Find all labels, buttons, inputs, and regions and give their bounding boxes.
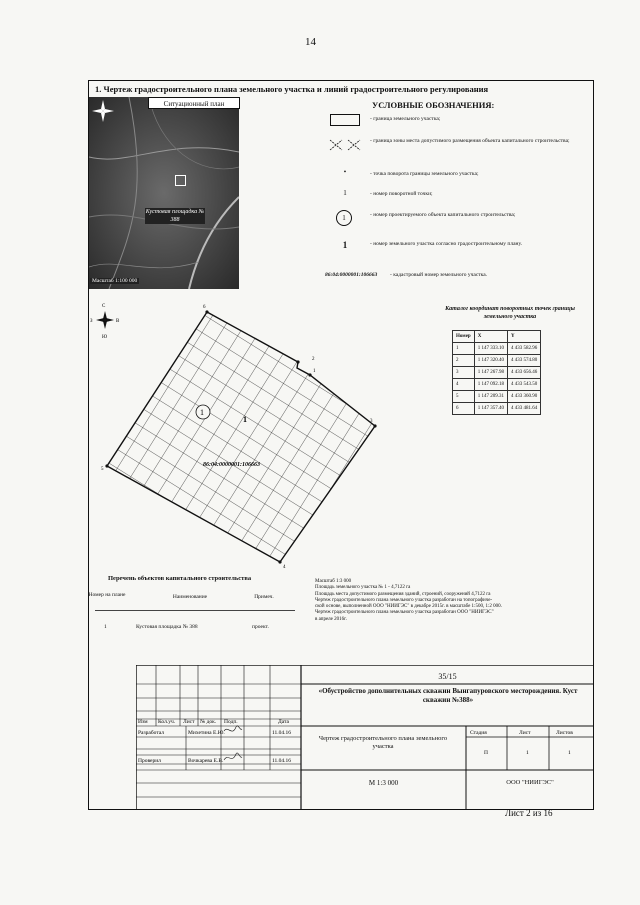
legend-item-5: - номер земельного участка согласно градостроительному плану. (370, 241, 523, 247)
catalog-cell: 4 433 481.64 (507, 403, 540, 415)
catalog-table (452, 330, 541, 415)
catalog-header: Номер (453, 331, 475, 343)
table-row (453, 343, 541, 355)
stamp-name: Михетина Е.Ю. (188, 730, 225, 736)
table-row (453, 367, 541, 379)
table-row (453, 379, 541, 391)
compass-icon (92, 100, 114, 122)
compass-n: С (102, 304, 106, 309)
catalog-cell: 3 (453, 367, 475, 379)
stamp-col-header: Дата (278, 719, 289, 725)
objects-row-note: проект. (252, 624, 269, 630)
stamp-scale: М 1:3 000 (368, 779, 399, 787)
legend-point-number-icon: 1 (343, 189, 347, 197)
notes-block (315, 579, 575, 623)
parcel-plan (90, 300, 380, 570)
legend-parcel-number-icon: 1 (342, 240, 348, 250)
note-line: Чертеж градостроительного плана земельного участка разработан на топографиче- (315, 597, 493, 603)
objects-divider (95, 610, 295, 611)
catalog-cell: 6 (453, 403, 475, 415)
table-row (453, 403, 541, 415)
situation-site-label: Кустовая площадка № 388 (145, 209, 205, 223)
stamp-date: 11.04.16 (272, 758, 292, 764)
stamp-col-header: Подп. (224, 719, 238, 725)
object-number: 1 (200, 408, 204, 417)
stamp-doc-title: Чертеж градостроительного плана земельного участка (318, 735, 448, 750)
legend-zone-icon (328, 138, 362, 152)
stamp-stage-value: 1 (568, 750, 571, 756)
note-line: Чертеж градостроительного плана земельного участка разработан ООО "НИИГЭС" (315, 610, 494, 616)
catalog-cell: 4 433 543.50 (507, 379, 540, 391)
catalog-cell: 1 147 357.40 (474, 403, 507, 415)
signature-icon (224, 726, 242, 731)
catalog-cell: 4 433 574.80 (507, 355, 540, 367)
catalog-cell: 1 147 267.98 (474, 367, 507, 379)
compass-w: З (90, 319, 93, 324)
stamp-stage-header: Стадия (470, 730, 487, 736)
catalog-cell: 1 147 320.40 (474, 355, 507, 367)
catalog-header: X (474, 331, 507, 343)
legend-item-0: - граница земельного участка; (370, 116, 441, 122)
note-line: ской основе, выполненной ООО "НИИГЭС" в декабре 2015г. в масштабе 1:500, 1:2 000. (315, 604, 502, 610)
situation-map-label: Ситуационный план (148, 97, 240, 109)
situation-map (89, 97, 239, 289)
stamp-org: ООО "НИИГЭС" (506, 779, 554, 786)
point-label: 4 (283, 565, 286, 570)
objects-header-number: Номер на плане (88, 592, 126, 598)
catalog-cell: 1 147 333.10 (474, 343, 507, 355)
legend-cadastral-desc: - кадастровый номер земельного участка. (390, 272, 488, 278)
objects-header-note: Примеч. (254, 594, 274, 600)
legend-item-1: - граница зоны места допустимого размещения объекта капитального строительства; (370, 138, 570, 144)
catalog-cell: 4 (453, 379, 475, 391)
sheet-footer: Лист 2 из 16 (505, 808, 553, 818)
signature-icon (224, 753, 242, 760)
catalog-cell: 2 (453, 355, 475, 367)
plan-cadastral-number: 86:04:0000001:106663 (203, 462, 260, 468)
point-label: 3 (370, 419, 373, 424)
point-label: 2 (312, 357, 315, 362)
compass-icon (96, 311, 114, 329)
catalog-cell: 4 433 360.90 (507, 391, 540, 403)
catalog-cell: 1 147 209.31 (474, 391, 507, 403)
stamp-role: Проверил (138, 758, 161, 764)
table-row (453, 391, 541, 403)
stamp-stage-header: Листов (556, 730, 573, 736)
page-number: 14 (305, 36, 316, 48)
note-line: в апреле 2016г. (315, 616, 347, 622)
stamp-stage-header: Лист (519, 730, 531, 736)
site-location-marker (175, 175, 186, 186)
legend-object-number-icon: 1 (336, 210, 352, 226)
sheet-title: 1. Чертеж градостроительного плана земельного участка и линий градостроительного регулирования (95, 84, 489, 94)
note-line: Площадь земельного участка № 1 - 4,7122 га (315, 585, 411, 591)
stamp-name: Вочкарева Е.В. (188, 758, 224, 764)
compass-e: В (116, 319, 120, 324)
legend-cadastral-example: 86:04:0000001:106663 (325, 272, 378, 278)
legend-parcel-boundary-icon (330, 114, 360, 126)
catalog-cell: 1 (453, 343, 475, 355)
objects-title: Перечень объектов капитального строительства (108, 575, 252, 582)
catalog-title: Каталог координат поворотных точек границы земельного участка (445, 306, 575, 320)
objects-header-name: Наименование (172, 594, 208, 600)
legend-point-icon: • (343, 168, 347, 176)
situation-scale: Масштаб 1:100 000 (92, 278, 138, 284)
catalog-cell: 4 433 582.96 (507, 343, 540, 355)
objects-row-name: Кустовая площадка № 388 (136, 624, 198, 630)
stamp-col-header: № док. (200, 719, 217, 725)
catalog-cell: 1 147 092.18 (474, 379, 507, 391)
legend-item-4: - номер проектируемого объекта капитального строительства; (370, 212, 516, 218)
legend-item-2: - точка поворота границы земельного участка; (370, 171, 479, 177)
parcel-number: 1 (243, 415, 247, 424)
point-label: 5 (101, 467, 104, 472)
situation-map-image (89, 97, 239, 289)
stamp-code: 35/15 (438, 672, 457, 681)
catalog-cell: 5 (453, 391, 475, 403)
catalog-header: Y (507, 331, 540, 343)
point-label: 1 (313, 369, 316, 374)
point-label: 6 (203, 305, 206, 310)
note-line: Масштаб 1:3 000 (315, 579, 352, 584)
stamp-role: Разработал (138, 730, 165, 736)
objects-row-number: 1 (104, 624, 107, 630)
note-line: Площадь места допустимого размещения зданий, строений, сооружений 4,7122 га (315, 591, 491, 597)
stamp-project: «Обустройство дополнительных скважин Вынгапуровского месторождения. Куст скважин №388» (318, 687, 578, 704)
compass-s: Ю (102, 335, 108, 340)
stamp-col-header: Кол.уч. (158, 719, 176, 725)
stamp-stage-value: 1 (526, 750, 529, 756)
stamp-stage-value: П (484, 750, 488, 756)
legend-item-3: - номер поворотной точки; (370, 191, 433, 197)
stamp-col-header: Изм (138, 719, 148, 725)
stamp-date: 11.04.16 (272, 730, 292, 736)
table-row (453, 355, 541, 367)
stamp-col-header: Лист (183, 719, 195, 725)
catalog-cell: 4 433 656.46 (507, 367, 540, 379)
legend-title: УСЛОВНЫЕ ОБОЗНАЧЕНИЯ: (372, 100, 495, 110)
